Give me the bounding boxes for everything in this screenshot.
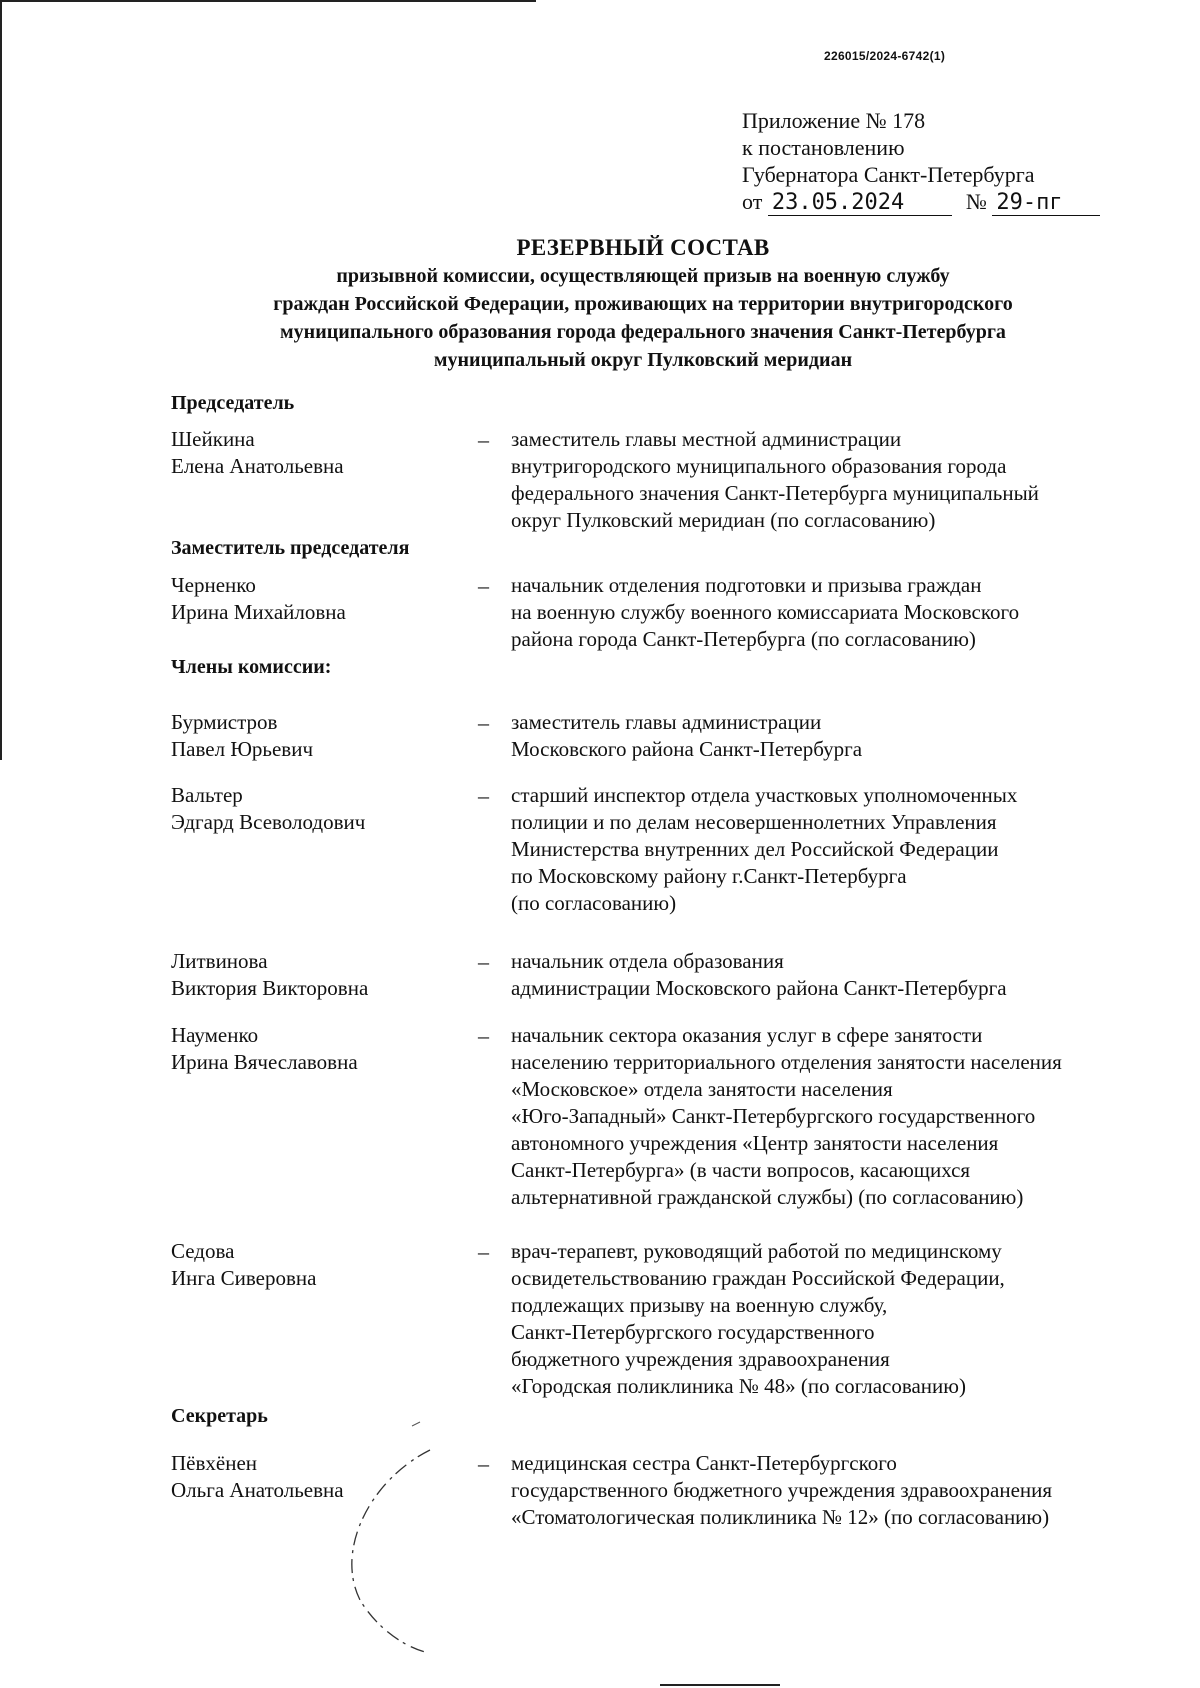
surname: Науменко — [171, 1023, 259, 1047]
dash: – — [478, 710, 489, 735]
role-line: альтернативной гражданской службы) (по согласованию) — [511, 1185, 1024, 1209]
role-line: округ Пулковский меридиан (по согласованию) — [511, 508, 936, 532]
role-line: заместитель главы местной администрации — [511, 427, 902, 451]
appendix-line-2: к постановлению — [742, 135, 905, 160]
member-role — [511, 1238, 1161, 1400]
role-line: освидетельствованию граждан Российской Федерации, — [511, 1266, 1005, 1290]
subtitle-line: граждан Российской Федерации, проживающих на территории внутригородского — [273, 293, 1013, 315]
appendix-line-1: Приложение № 178 — [742, 108, 926, 133]
surname: Вальтер — [171, 783, 243, 807]
role-line: Санкт-Петербургского государственного — [511, 1320, 875, 1344]
document-title: РЕЗЕРВНЫЙ СОСТАВ — [516, 235, 770, 260]
document-subtitle — [0, 262, 1200, 374]
role-line: внутригородского муниципального образования города — [511, 454, 1007, 478]
dash: – — [478, 1023, 489, 1048]
role-line: на военную службу военного комиссариата Московского — [511, 600, 1020, 624]
dash: – — [478, 573, 489, 598]
surname: Бурмистров — [171, 710, 278, 734]
member-role — [511, 426, 1161, 534]
dash: – — [478, 1239, 489, 1264]
role-line: администрации Московского района Санкт-Петербурга — [511, 976, 1007, 1000]
role-line: автономного учреждения «Центр занятости населения — [511, 1131, 999, 1155]
role-line: врач-терапевт, руководящий работой по медицинскому — [511, 1239, 1002, 1263]
member-role — [511, 1450, 1161, 1531]
role-line: «Стоматологическая поликлиника № 12» (по согласованию) — [511, 1505, 1050, 1529]
member-name — [171, 1022, 471, 1076]
role-line: полиции и по делам несовершеннолетних Управления — [511, 810, 997, 834]
scan-border-top — [0, 0, 536, 2]
given-names: Виктория Викторовна — [171, 976, 369, 1000]
appendix-date-line — [742, 188, 1162, 216]
role-line: начальник отделения подготовки и призыва граждан — [511, 573, 982, 597]
role-line: Московского района Санкт-Петербурга — [511, 737, 863, 761]
section-deputy: Заместитель председателя — [171, 537, 410, 559]
role-line: района города Санкт-Петербурга (по согласованию) — [511, 627, 976, 651]
role-line: федерального значения Санкт-Петербурга муниципальный — [511, 481, 1039, 505]
member-role — [511, 709, 1161, 763]
role-line: по Московскому району г.Санкт-Петербурга — [511, 864, 907, 888]
role-line: «Юго-Западный» Санкт-Петербургского государственного — [511, 1104, 1036, 1128]
role-line: «Московское» отдела занятости населения — [511, 1077, 893, 1101]
surname: Пёвхёнен — [171, 1451, 258, 1475]
given-names: Ольга Анатольевна — [171, 1478, 344, 1502]
member-role — [511, 782, 1161, 917]
role-line: населению территориального отделения занятости населения — [511, 1050, 1062, 1074]
member-role — [511, 1022, 1161, 1211]
role-line: (по согласованию) — [511, 891, 677, 915]
number-prefix: № — [965, 189, 987, 214]
resolution-date: 23.05.2024 — [768, 191, 952, 216]
role-line: начальник отдела образования — [511, 949, 784, 973]
section-members: Члены комиссии: — [171, 656, 332, 678]
appendix-header — [742, 107, 1162, 216]
role-line: подлежащих призыву на военную службу, — [511, 1293, 888, 1317]
dash: – — [478, 1451, 489, 1476]
dash: – — [478, 949, 489, 974]
role-line: начальник сектора оказания услуг в сфере занятости — [511, 1023, 983, 1047]
role-line: старший инспектор отдела участковых уполномоченных — [511, 783, 1018, 807]
role-line: медицинская сестра Санкт-Петербургского — [511, 1451, 897, 1475]
role-line: «Городская поликлиника № 48» (по согласованию) — [511, 1374, 966, 1398]
surname: Черненко — [171, 573, 256, 597]
section-chairman: Председатель — [171, 392, 295, 414]
appendix-line-3: Губернатора Санкт-Петербурга — [742, 162, 1035, 187]
surname: Седова — [171, 1239, 235, 1263]
given-names: Ирина Вячеславовна — [171, 1050, 358, 1074]
given-names: Ирина Михайловна — [171, 600, 346, 624]
role-line: заместитель главы администрации — [511, 710, 822, 734]
subtitle-line: призывной комиссии, осуществляющей призыв на военную службу — [336, 265, 950, 287]
given-names: Елена Анатольевна — [171, 454, 344, 478]
subtitle-line: муниципальный округ Пулковский меридиан — [433, 349, 853, 371]
member-name — [171, 709, 471, 763]
resolution-number: 29-пг — [992, 191, 1100, 216]
member-name — [171, 782, 471, 836]
dash: – — [478, 427, 489, 452]
member-name — [171, 572, 471, 626]
surname: Шейкина — [171, 427, 255, 451]
section-secretary: Секретарь — [171, 1405, 268, 1427]
scan-border-left — [0, 0, 2, 760]
date-prefix: от — [742, 189, 763, 214]
subtitle-line: муниципального образования города федерального значения Санкт-Петербурга — [280, 321, 1006, 343]
given-names: Павел Юрьевич — [171, 737, 314, 761]
role-line: Министерства внутренних дел Российской Федерации — [511, 837, 999, 861]
role-line: бюджетного учреждения здравоохранения — [511, 1347, 890, 1371]
surname: Литвинова — [171, 949, 268, 973]
member-role — [511, 948, 1161, 1002]
role-line: государственного бюджетного учреждения здравоохранения — [511, 1478, 1053, 1502]
seal-stamp-arc — [330, 1420, 460, 1660]
given-names: Инга Сиверовна — [171, 1266, 317, 1290]
member-name — [171, 426, 471, 480]
member-role — [511, 572, 1161, 653]
member-name — [171, 1238, 471, 1292]
dash: – — [478, 783, 489, 808]
member-name — [171, 948, 471, 1002]
role-line: Санкт-Петербурга» (в части вопросов, касающихся — [511, 1158, 971, 1182]
document-registration-number: 226015/2024-6742(1) — [824, 49, 946, 63]
given-names: Эдгард Всеволодович — [171, 810, 366, 834]
scan-border-bottom — [660, 1684, 780, 1686]
